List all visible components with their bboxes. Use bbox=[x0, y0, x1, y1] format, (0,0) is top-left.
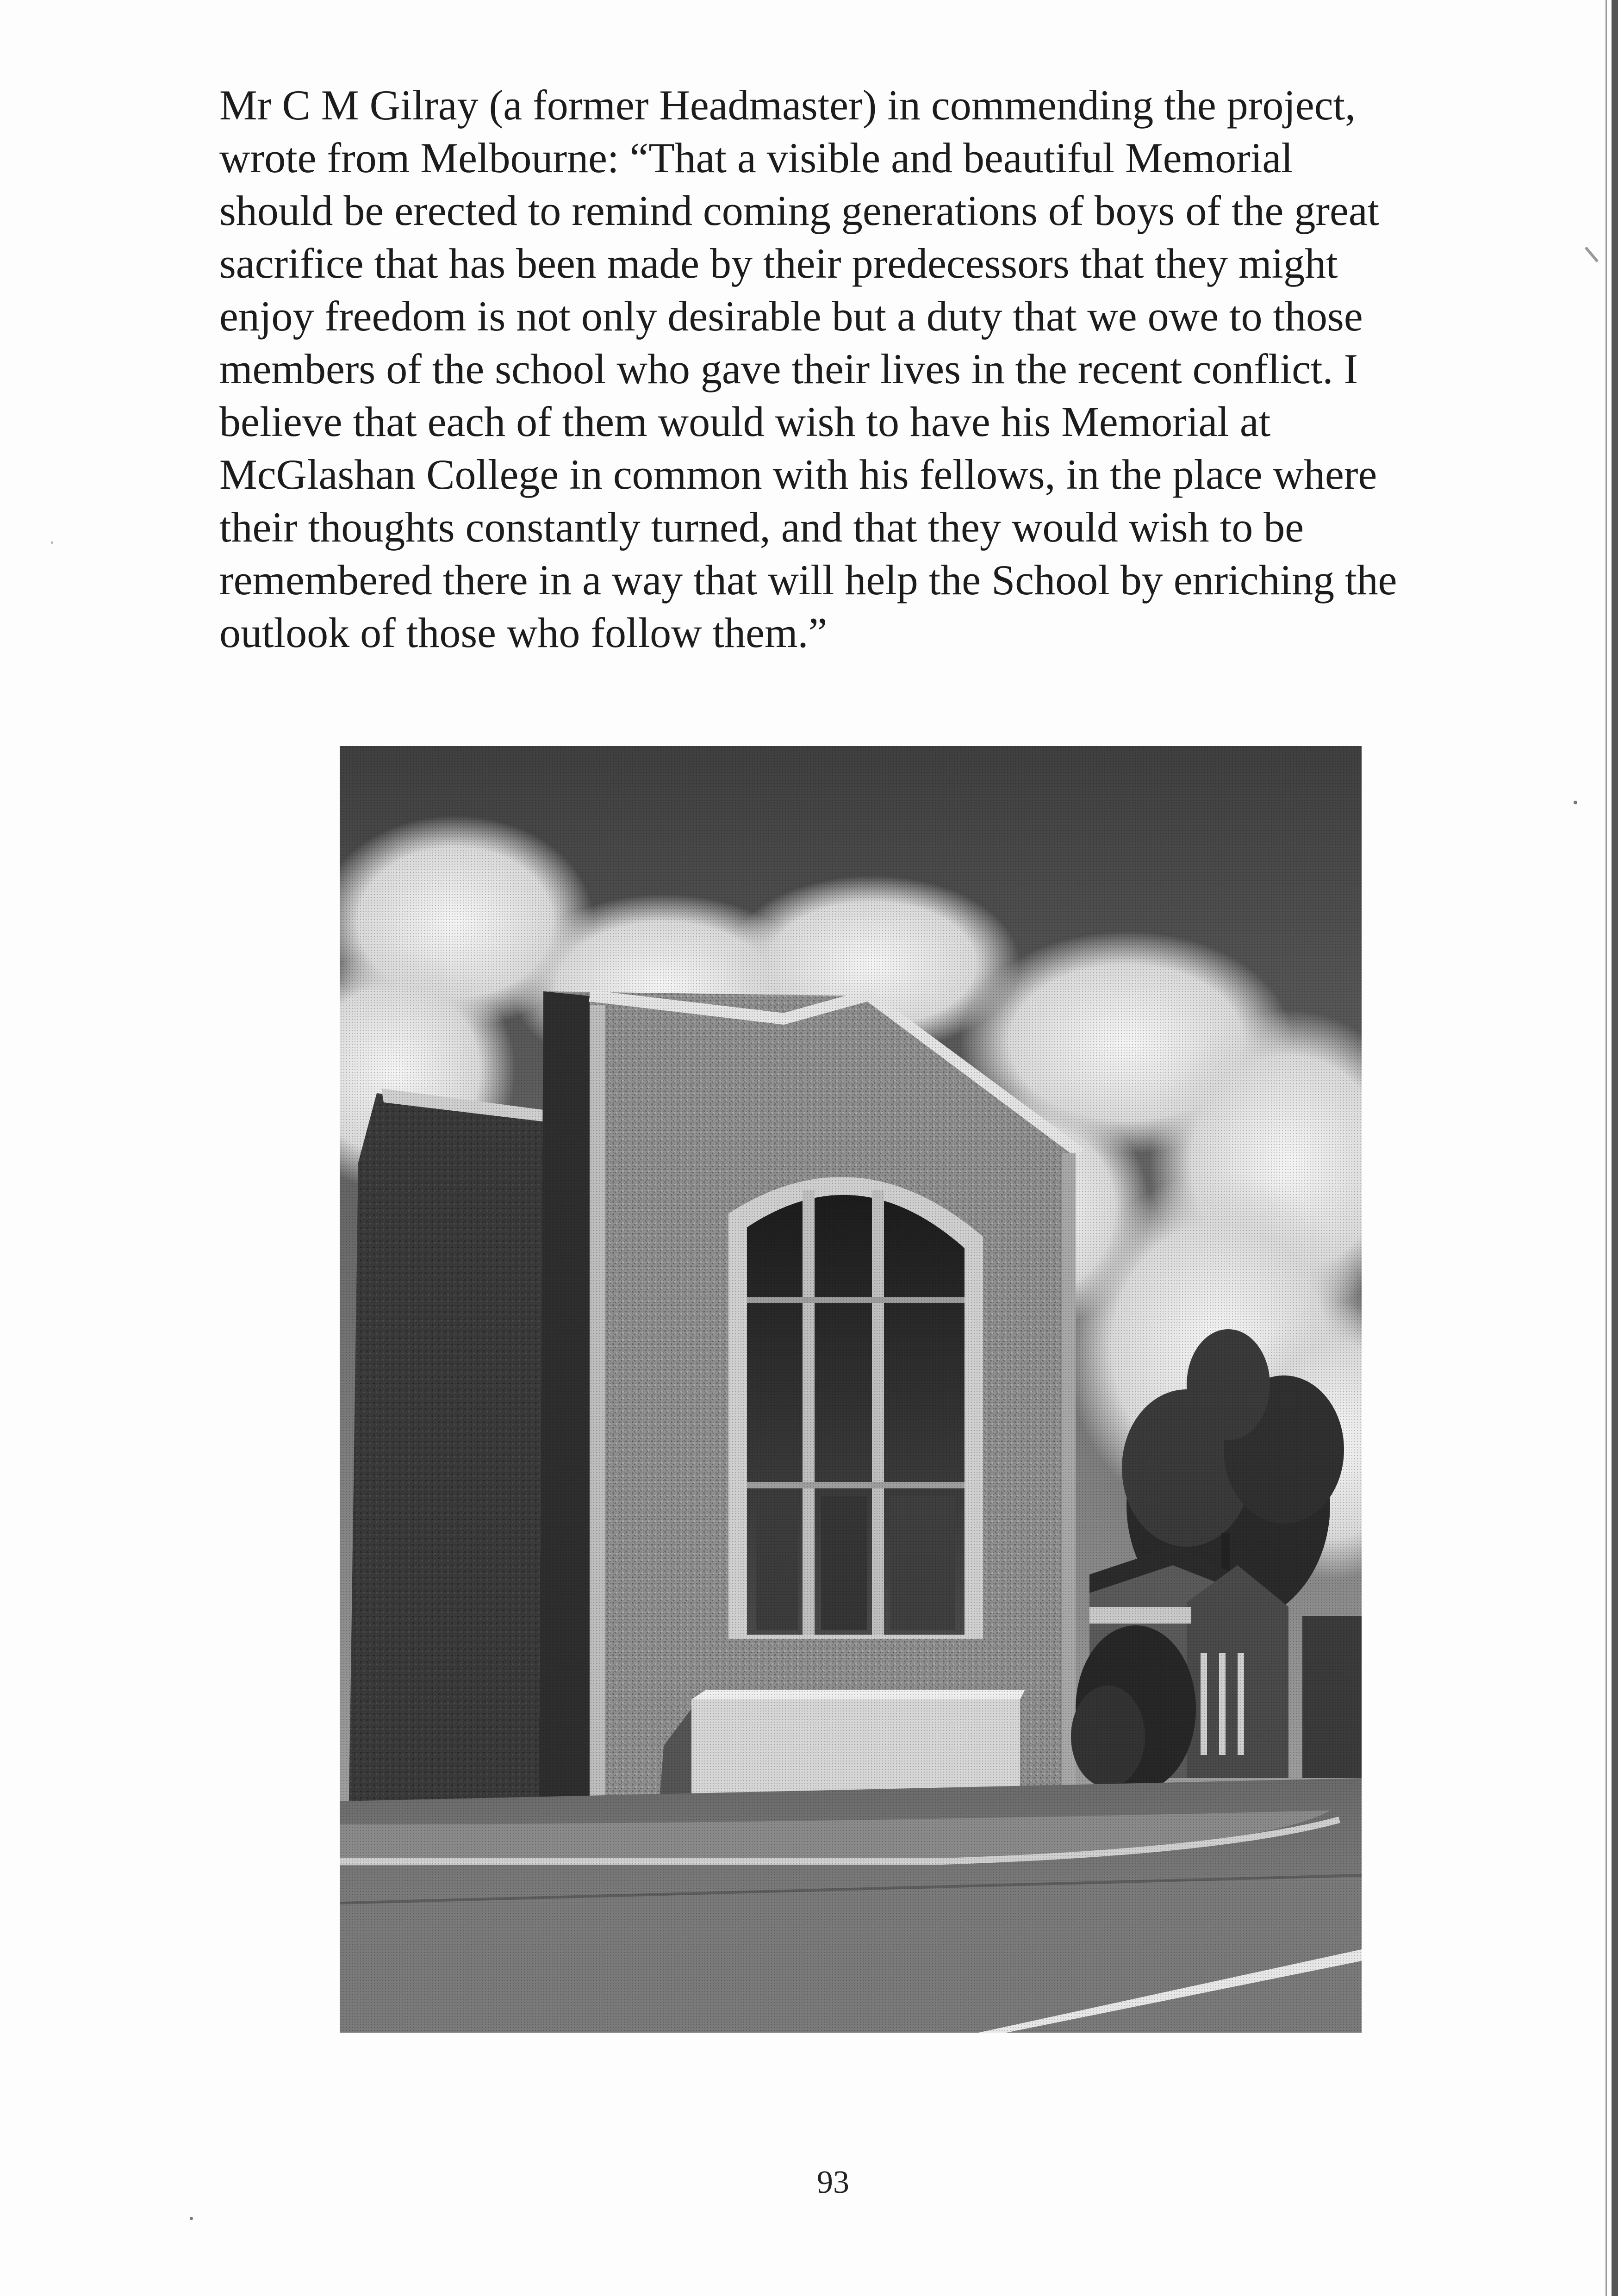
paragraph-line: remembered there in a way that will help the School by enriching the bbox=[219, 556, 1397, 604]
paragraph-line: should be erected to remind coming generations of boys of the great bbox=[219, 187, 1380, 234]
paragraph-line: their thoughts constantly turned, and that they would wish to be bbox=[219, 504, 1304, 551]
scan-speck bbox=[190, 2217, 193, 2220]
paragraph-line: outlook of those who follow them.” bbox=[219, 609, 828, 656]
scan-edge-shadow bbox=[1612, 0, 1618, 2296]
scan-speck bbox=[51, 541, 53, 544]
scan-mark bbox=[1585, 247, 1599, 262]
paragraph-line: enjoy freedom is not only desirable but a duty that we owe to those bbox=[219, 292, 1363, 340]
scan-speck bbox=[1574, 801, 1577, 804]
paragraph-line: Mr C M Gilray (a former Headmaster) in commending the project, bbox=[219, 81, 1356, 129]
page-number: 93 bbox=[817, 2165, 849, 2200]
photograph-illustration bbox=[340, 746, 1362, 2033]
scan-edge-line bbox=[1606, 0, 1607, 2296]
memorial-chapel-photograph bbox=[340, 746, 1362, 2033]
paragraph-line: members of the school who gave their lives in the recent conflict. I bbox=[219, 345, 1358, 392]
paragraph-line: sacrifice that has been made by their predecessors that they might bbox=[219, 240, 1338, 287]
paragraph-line: wrote from Melbourne: “That a visible and beautiful Memorial bbox=[219, 134, 1293, 181]
quoted-paragraph bbox=[219, 79, 1487, 659]
paragraph-line: believe that each of them would wish to have his Memorial at bbox=[219, 398, 1271, 445]
paragraph-line: McGlashan College in common with his fellows, in the place where bbox=[219, 451, 1377, 498]
